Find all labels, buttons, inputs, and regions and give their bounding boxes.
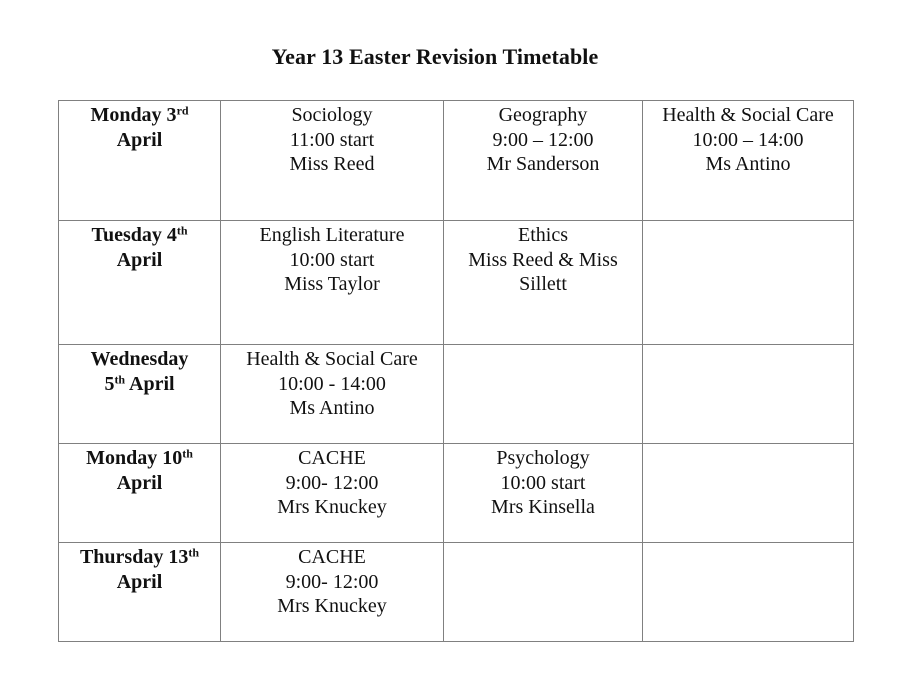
session-teacher: Miss Reed xyxy=(289,153,375,175)
session-time: 9:00- 12:00 xyxy=(285,471,379,494)
empty-cell xyxy=(444,345,643,444)
session-time: 9:00- 12:00 xyxy=(285,570,379,593)
session-subject: Geography xyxy=(498,104,588,126)
day-label: Thursday 13 xyxy=(79,546,189,568)
day-ordinal: rd xyxy=(176,103,189,118)
session-time: 9:00 – 12:00 xyxy=(492,128,594,151)
session-teacher: Miss Taylor xyxy=(284,273,380,295)
table-row xyxy=(59,221,854,345)
day-cell xyxy=(59,221,221,345)
empty-cell xyxy=(643,543,854,642)
session-subject: Health & Social Care xyxy=(662,104,834,126)
session-cell xyxy=(221,345,444,444)
day-month: April xyxy=(116,128,163,151)
session-cell xyxy=(444,101,643,221)
day-month: April xyxy=(116,248,163,271)
day-ordinal: th xyxy=(188,545,200,560)
session-teacher: Mr Sanderson xyxy=(486,153,600,175)
day-label: Wednesday xyxy=(90,348,189,370)
session-time: 10:00 - 14:00 xyxy=(278,372,386,395)
revision-timetable xyxy=(58,100,854,642)
session-subject: CACHE xyxy=(298,546,366,568)
session-teacher: Sillett xyxy=(519,273,567,295)
day-label: Tuesday 4 xyxy=(91,224,177,246)
day-month: April xyxy=(116,570,163,593)
table-row xyxy=(59,543,854,642)
session-teacher: Ms Antino xyxy=(289,397,375,419)
session-subject: CACHE xyxy=(298,447,366,469)
day-cell xyxy=(59,543,221,642)
day-ordinal: th xyxy=(114,371,126,386)
session-time: 11:00 start xyxy=(289,128,375,151)
day-label: Monday 10 xyxy=(86,447,183,469)
day-month: April xyxy=(125,372,175,395)
session-cell xyxy=(221,221,444,345)
session-cell xyxy=(643,101,854,221)
day-cell xyxy=(59,345,221,444)
empty-cell xyxy=(643,345,854,444)
empty-cell xyxy=(643,221,854,345)
session-teacher: Mrs Knuckey xyxy=(277,496,387,518)
session-subject: Sociology xyxy=(291,104,373,126)
session-subject: Health & Social Care xyxy=(246,348,418,370)
table-row xyxy=(59,444,854,543)
day-ordinal: th xyxy=(176,223,188,238)
session-time: 10:00 start xyxy=(289,248,375,271)
empty-cell xyxy=(643,444,854,543)
session-subject: Psychology xyxy=(496,447,590,469)
day-cell xyxy=(59,101,221,221)
session-cell xyxy=(221,543,444,642)
session-cell xyxy=(444,444,643,543)
session-cell xyxy=(221,444,444,543)
session-cell xyxy=(221,101,444,221)
session-teacher: Miss Reed & Miss xyxy=(468,248,618,271)
empty-cell xyxy=(444,543,643,642)
table-row xyxy=(59,345,854,444)
page-title: Year 13 Easter Revision Timetable xyxy=(271,44,599,69)
session-time: 10:00 start xyxy=(500,471,586,494)
session-time: 10:00 – 14:00 xyxy=(692,128,804,151)
day-number: 5 xyxy=(104,372,115,395)
day-ordinal: th xyxy=(182,446,193,461)
session-subject: English Literature xyxy=(259,224,405,246)
day-label: Monday 3 xyxy=(90,104,177,126)
session-teacher: Ms Antino xyxy=(705,153,791,175)
table-row xyxy=(59,101,854,221)
session-teacher: Mrs Knuckey xyxy=(277,595,387,617)
day-month: April xyxy=(116,471,163,494)
session-cell xyxy=(444,221,643,345)
session-teacher: Mrs Kinsella xyxy=(491,496,595,518)
day-cell xyxy=(59,444,221,543)
session-subject: Ethics xyxy=(518,224,568,246)
